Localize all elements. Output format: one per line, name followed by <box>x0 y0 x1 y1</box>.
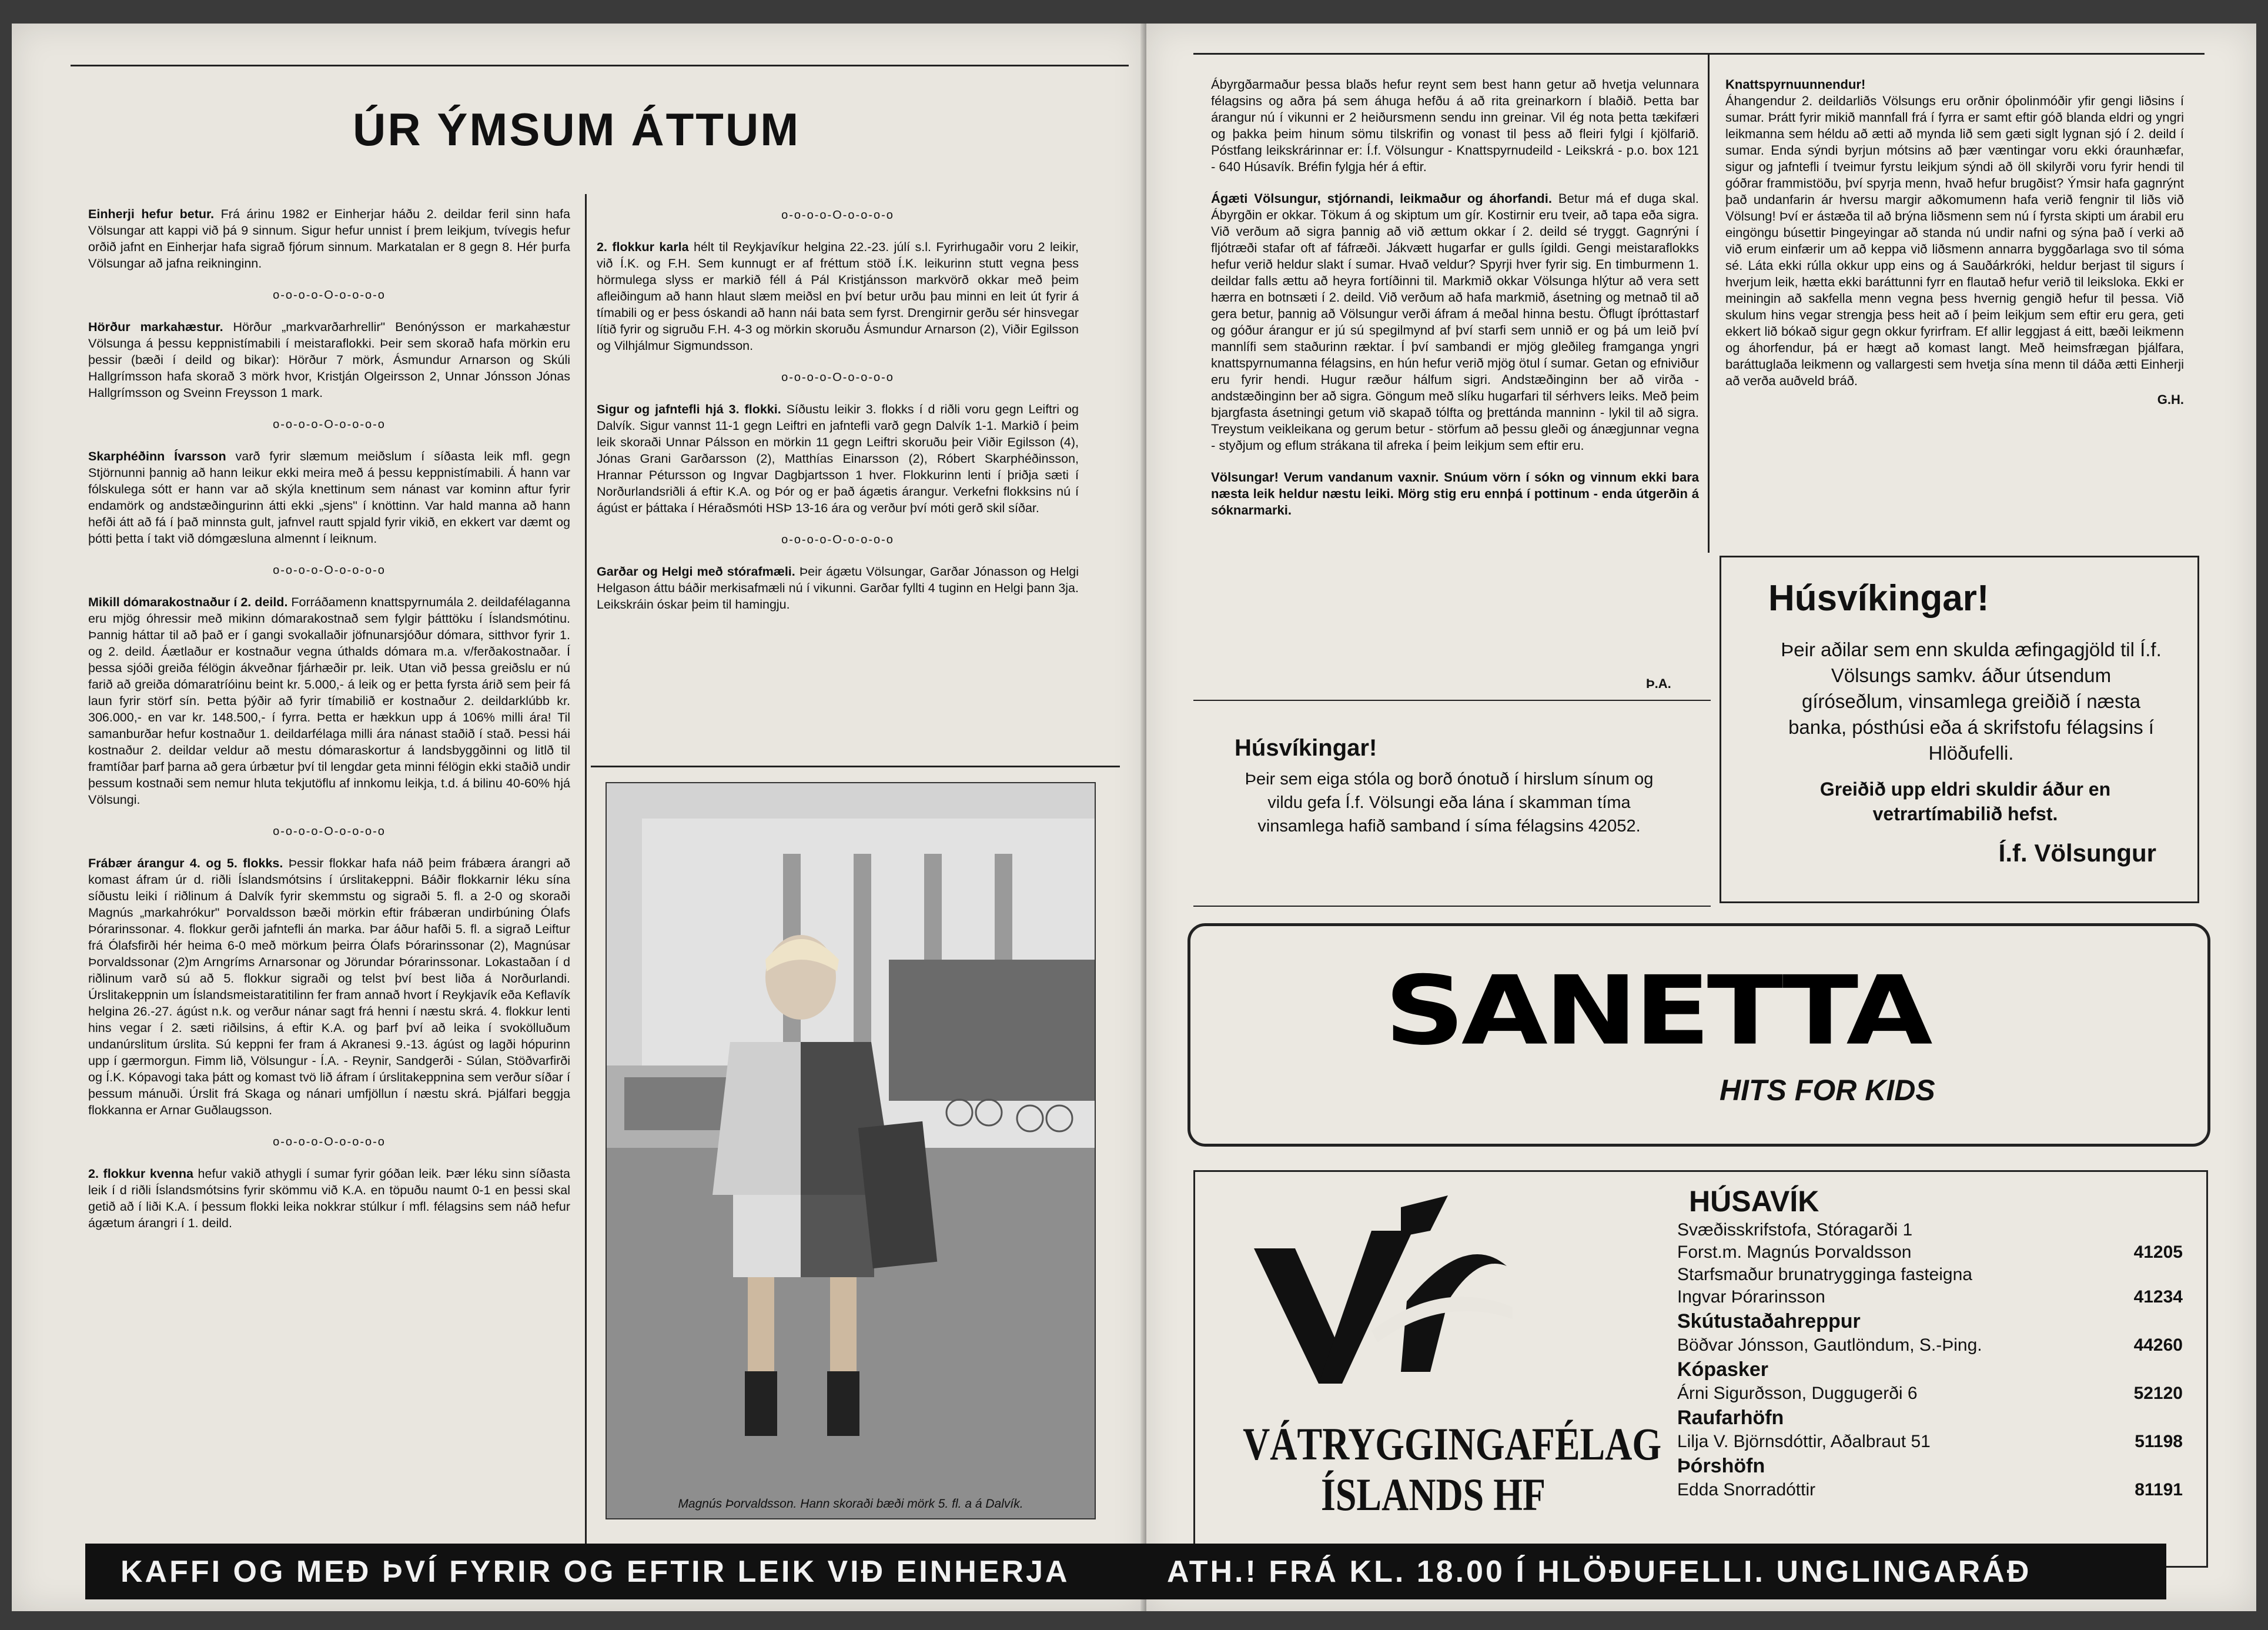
vis-contact-row <box>1677 1334 2183 1357</box>
vis-contact-name: Ingvar Þórarinsson <box>1677 1287 1825 1307</box>
article-body: Betur má ef duga skal. Ábyrgðin er okkar. Tökum á og skiptum um gír. Kostirnir eru tveir, að tapa eða sigra. Við verðum að sigra þannig að við ættum okkar í 2. deild sé tryggt. Gagnrýni í fljótræði stafar oft af fáfræði. Jákvætt hugarfar er gulls ígildi. Gengi meistaraflokks hefur verið heldur slakt í sumar. Hvað veldur? Spyrji hver fyrir sig. En timburmenn 1. deildar falls ættu að heyra fortíðinni til. Markmið okkar Völsunga hlýtur að vera sett hærra en botnsæti í 2. deild. Við verðum að hafa markmið, ásetning og metnað til að gera betur, þannig að Völsungur verði áfram á meðal hinna bestu. Öflugt íþróttastarf og góður árangur er jú sú spegilmynd af því starfi sem unnið er og þá um leið því mannlífi sem staðurinn ræktar. Í því sambandi er mjög gleðileg framganga yngri knattspyrnumanna félagsins, en hún hefur verið mjög ötul í sumar. Getan og efniviður eru fyrir hendi. Hugur ræður hálfum sigri. Andstæðinginn ber að virða - andstæðinginn ber að sigra. Göngum með slíku hugarfari til sérhvers leiks. Með þeim bjargfasta ásetningi getum við skapað tólfta og þrettánda manninn - lykil til að sigra. Treystum veikleikana og gerum betur - störfum að þessu gleði og ánægjunnar vegna - styðjum og eflum strákana til afreka í þeim leikjum sem eftir eru. <box>1211 191 1700 453</box>
vis-contact-name: Svæðisskrifstofa, Stóragarði 1 <box>1677 1220 1913 1240</box>
ad-fees-bold: Greiðið upp eldri skuldir áður en vetrartímabilið hefst. <box>1819 779 2111 824</box>
article-paragraph <box>597 239 1079 354</box>
ad-chairs-body: Þeir sem eiga stóla og borð ónotuð í hirslum sínum og vildu gefa Í.f. Völsungi eða lána í skamman tíma vinsamlega hafið samband í síma félagsins 42052. <box>1245 770 1654 836</box>
left-column-1 <box>88 206 570 1247</box>
left-column-2 <box>597 194 1079 628</box>
article-body: Ábyrgðarmaður þessa blaðs hefur reynt sem best hann getur að hvetja velunnara félagsins og aðra þá sem áhuga hefðu á að rita greinarkorn í blaðið. Þetta bar árangur nú í vikunni er 2 heiðursmenn sendu inn greinar. Vil ég nota þetta tækifæri og þakka þeim hinum sömu tilskrifin og vonast til þess að fleiri fylgi í kjölfarið. Póstfang leikskrárinnar er: Í.f. Völsungur - Knattspyrnudeild - Leikskrá - p.o. box 121 - 640 Húsavík. Bréfin fylgja hér á eftir. <box>1211 77 1699 174</box>
vis-contact-row <box>1677 1264 2183 1286</box>
vis-logo-icon <box>1254 1195 1513 1395</box>
col1-end-rule <box>1193 700 1711 701</box>
article-body: Þeir ágætu Völsungar, Garðar Jónasson og Helgi Helgason áttu báðir merkisafmæli nú í vikunni. Garðar fyllti 4 tuginn en Helgi þann 3ja. Leikskráin óskar þeim til hamingju. <box>597 565 1079 612</box>
article-body: hefur vakið athygli í sumar fyrir góðan leik. Þær léku sinn síðasta leik í d riðli Íslandsmótsins fyrir skömmu við K.A. en töpuðu naumt 0-1 en þessi skal getið að í liði K.A. í þessum flokki leika nokkrar stúlkur í mfl. félagsins sem náð hefur ágætum árangri í 1. deild. <box>88 1167 571 1230</box>
article-body: hélt til Reykjavíkur helgina 22.-23. júlí s.l. Fyrirhugaðir voru 2 leikir, við Í.K. og F.H. Sem kunnugt er af fréttum stöð Í.K. leikurinn stutt vegna þess hörmulega slyss er markið féll á Pál Kristjánsson markvörð okkar með þeim afleiðingum að hann hlaut slæm meiðsl en því betur urðu þau minni en leit út fyrir á tímabili og er þess óskandi að hann nái bata sem fyrst. Drengirnir gerðu sér hinsvegar lítið fyrir og sigruðu F.H. 4-3 og mörkin skoruðu Ásmundur Arnarson (2), Viðir Egilsson og Vilhjálmur Sigmundsson. <box>597 240 1079 353</box>
section-separator: o-o-o-o-O-o-o-o-o <box>273 564 386 577</box>
article-paragraph <box>1211 76 1699 175</box>
left-page <box>12 24 1146 1611</box>
vis-contact-phone: 51198 <box>2135 1432 2183 1451</box>
vis-location-heading: Skútustaðahreppur <box>1677 1310 1861 1332</box>
article-heading: Ágæti Völsungur, stjórnandi, leikmaður og áhorfandi. <box>1211 191 1552 206</box>
ad-fees-title: Húsvíkingar! <box>1768 578 1989 619</box>
vis-contact-phone: 41234 <box>2133 1287 2183 1307</box>
article-body: Forráðamenn knattspyrnumála 2. deildafélaganna eru mjög óhressir með mikinn dómarakostnað sem fylgir þátttöku í Íslandsmótinu. Þannig háttar til að það er í gangi svokallaðir jöfnunarsjóður dómara, sitthvor fyrir 1. og 2. deild. Áætlaður er kostnaður vegna úthalds dómara m.a. v/ferðakostnaðar. Í þessa sjóði greiða félögin ákveðnar fjárhæðir pr. leik. Utan við þessa greiðslu er nú farið að greiða dómaratríóinu beint kr. 5.000,- á leik og er þetta fyrsta árið sem þeir fá laun fyrir störf sín. Þetta þýðir að fyrir tímabilið er kostnaður 2. deildarklúbb kr. 306.000,- en var kr. 148.500,- í fyrra. Þetta er hækkun upp á 106% milli ára! Til samanburðar hefur kostnaður 1. deildarfélaga milli ára nánast staðið í stað. Þessi hái kostnaður 2. deildar veldur að mestu dómaraskortur á landsbyggðinni og litlð til framtíðar þarf þarna að gera úrbætur því til lengdar geta minni félögin ekki staðið undir þessum kostnaði sem nemur hluta tekjutöflu af innkomu leikja, t.d. á bilinu 40-60% hjá Völsungi. <box>88 595 571 807</box>
article-paragraph <box>88 448 570 547</box>
section-separator: o-o-o-o-O-o-o-o-o <box>273 418 386 431</box>
vis-contact-phone: 81191 <box>2135 1480 2183 1499</box>
photo-illustration <box>607 783 1095 1518</box>
vis-contact-phone: 41205 <box>2133 1242 2183 1262</box>
vis-contact-row <box>1677 1241 2183 1264</box>
section-separator: o-o-o-o-O-o-o-o-o <box>781 533 894 546</box>
article-paragraph <box>88 206 570 272</box>
vis-name-line1: VÁTRYGGINGAFÉLAG <box>1243 1418 1662 1469</box>
vis-company-name <box>1243 1418 1662 1520</box>
vis-rows <box>1677 1219 2183 1501</box>
signature-pa: Þ.A. <box>1646 676 1671 691</box>
column-divider <box>585 194 587 1547</box>
ad-fees-body: Þeir aðilar sem enn skulda æfingagjöld til Í.f. Völsungs samkv. áður útsendum gíróseðlum, vinsamlega greiðið í næsta banka, pósthúsi eða á skrifstofu félagsins í Hlöðufelli. <box>1781 639 2162 764</box>
vis-contact-name: Edda Snorradóttir <box>1677 1480 1816 1499</box>
vis-contact-name: Forst.m. Magnús Þorvaldsson <box>1677 1242 1912 1262</box>
section-separator: o-o-o-o-O-o-o-o-o <box>273 289 386 302</box>
vis-name-line2: ÍSLANDS HF <box>1320 1469 1546 1520</box>
vis-contact-phone: 52120 <box>2133 1384 2183 1403</box>
article-body: Frá árinu 1982 er Einherjar háðu 2. deildar feril sinn hafa Völsungar att kappi við þá 9 sinnum. Sigur hefur unnist í þrem leikjum, tvívegis hefur orðið jafnt en Einherjar hafa sigrað fjórum sinnum. Markatalan er 8 gegn 8. Hér þurfa Völsungar að jafna reikninginn. <box>88 207 570 270</box>
article-heading: Skarphéðinn Ívarsson <box>88 449 226 463</box>
article-body: varð fyrir slæmum meiðslum í síðasta leik mfl. gegn Stjörnunni þannig að hann leikur ekki meira með á þessu keppnistímabili. Á hann var fólskulega sótt er hann var að skýla knettinum sem nánast var kominn aftur fyrir endamörk og andstæðingurinn átti ekki „sjens" í knöttinn. Var hald manna að hann hefði átt að fá í það minnsta gult, jafnvel rautt spjald fyrir vikið, en ekkert var dæmt og þótti þetta í takt við dómgæsluna almennt í leiknum. <box>88 449 570 546</box>
vis-contact-row <box>1677 1286 2183 1308</box>
photo-top-rule <box>591 766 1120 767</box>
vis-contact-row <box>1677 1431 2183 1453</box>
right-column-divider <box>1708 53 1710 553</box>
article-paragraph <box>1211 191 1699 454</box>
sanetta-logo: SANETTA <box>1384 956 1929 1066</box>
article-heading: Frábær árangur 4. og 5. flokks. <box>88 856 283 870</box>
vis-directory-title: HÚSAVÍK <box>1689 1185 1819 1218</box>
article-paragraph <box>1211 469 1699 519</box>
col2-body: Áhangendur 2. deildarliðs Völsungs eru orðnir óþolinmóðir yfir gengi liðsins í sumar. Þrátt fyrir mikið mannfall frá í fyrra er samt eftir góð blanda eldri og yngri leikmanna sem héldu að ætti að mynda lið sem gæti siglt lygnan sjó í 2. deild í sumar. Enda sýndi byrjun mótsins að þær væntingar voru ekki óraunhæfar, sigur og jafntefli í tveimur fyrstu leikjum sýndi að öll skilyrði voru fyrir hendi til góðrar frammistöðu, því spyrja menn, hvað hefur brugðist? Ýmsir hafa gagnrýnt það undanfarin ár hversu margir aðkomumenn hafa verið fengnir til liðs við Völsung! Því er ástæða til að brýna liðsmenn sem nú í fyrsta skipti um árabil eru eingöngu búsettir Þingeyingar að standa nú undir nafni og sýna það í verki að við erum einfærir um að keppa við liðsmenn annarra byggðarlaga svo til sóma sé. Láta ekki rúlla okkur upp eins og á Sauðárkróki, heldur berjast til sigurs í hverjum leik, hætta ekki baráttunni fyrr en flautað hefur verið til leiksloka. Ekki er meiningin að sakfella menn vegna þess hvernig gengið hefur til þessa. Við skulum hins vegar strengja þess heit að í þeim leikjum sem eftir eru gera, geti ekkert lið bókað sigur gegn okkur fyrirfram. Ef allir leggjast á eitt, bæði leikmenn og áhorfendur, þá er hægt að komast langt. Með heimsfrægan þjálfara, baráttuglaða leikmenn og vallargesti sem hvetja sína menn til dáða ætti Einherji að verða auðveld bráð. <box>1725 93 2184 388</box>
right-page <box>1146 24 2256 1611</box>
section-separator: o-o-o-o-O-o-o-o-o <box>781 371 894 384</box>
article-body: Þessir flokkar hafa náð þeim frábæra árangri að komast áfram úr d. riðli Íslandsmótsins í úrslitakeppni. Báðir flokkarnir léku sína síðustu leiki í riðlinum á Dalvík fyrir skemmstu og sigraði 5. fl. a 2-0 og skoraði Magnús „markahrókur" Þorvaldsson bæði mörkin eftir frábæran undirbúning Ólafs Þórarinssonar. 4. flokkur gerði jafntefli án marka. Þar áður hafði 5. fl. a sigrað Leiftur frá Ólafsfirði hér heima 6-0 með mörkum þeirra Ólafs Þórarinssonar (2), Magnúsar Þorvaldssonar (2)m Arngríms Arnarsonar og Jörundar Þórarinssonar. Lokastaðan í d riðlinum varð sú að 5. flokkur sigraði og telst því best liða á Norðurlandi. Úrslitakeppnin um Íslandsmeistaratitilinn fer fram annað hvort í Reykjavík eða Keflavík helgina 26.-27. ágúst n.k. og verður nánar sagt frá henni í næstu skrá. 4. flokkur lenti hins vegar í 2. sæti riðilsins, á eftir K.A. og þarf því að leika í svokölluðum undanúrslitum úrslita. Sú keppni fer fram á Akranesi 9.-13. ágúst og lagði hópurinn upp í gærmorgun. Fimm lið, Völsungur - Í.A. - Reynir, Sandgerði - Súlan, Stöðvarfirði og Í.K. Kópavogi taka þátt og komast tvö lið áfram í úrslitakeppnina sem verður síðar í þessum mánuði. Úrslit frá Skaga og nánari umfjöllun í næstu skrá. Þjálfari beggja flokkanna er Arnar Guðlaugsson. <box>88 856 570 1117</box>
vis-contact-phone: 44260 <box>2133 1335 2183 1355</box>
article-body: Hörður „markvarðarhrellir" Benónýsson er markahæstur Völsunga á þessu keppnistímabili í meistaraflokki. Þeir sem skorað hafa mörkin eru þessir (bæði í deild og bikar): Hörður 7 mörk, Ásmundur Arnarson og Skúli Hallgrímsson hafa skorað 3 mörk hvor, Kristján Olgeirsson 2, Unnar Jónsson Jónas Hallgrímsson og Sveinn Freysson 1 mark. <box>88 320 570 400</box>
ad1-bottom-rule <box>1193 906 1711 907</box>
ad-vis <box>1193 1170 2208 1568</box>
photo-caption: Magnús Þorvaldsson. Hann skoraði bæði mörk 5. fl. a á Dalvík. <box>678 1497 1023 1511</box>
vis-contact-row <box>1677 1382 2183 1405</box>
article-heading: 2. flokkur karla <box>597 240 689 254</box>
article-heading: Garðar og Helgi með stórafmæli. <box>597 565 795 579</box>
article-paragraph <box>88 319 570 401</box>
right-column-2 <box>1725 76 2184 408</box>
vis-contact-name: Árni Sigurðsson, Duggugerði 6 <box>1677 1384 1918 1403</box>
article-heading: Einherji hefur betur. <box>88 207 215 221</box>
vis-contact-row <box>1677 1479 2183 1501</box>
ad-sanetta <box>1187 923 2210 1147</box>
vis-contact-name: Böðvar Jónsson, Gautlöndum, S.-Þing. <box>1677 1335 1982 1355</box>
article-heading: Sigur og jafntefli hjá 3. flokki. <box>597 402 781 416</box>
ad-fees-signature: Í.f. Völsungur <box>1998 839 2156 867</box>
signature-gh: G.H. <box>2157 392 2184 407</box>
banner-left: KAFFI OG MEÐ ÞVÍ FYRIR OG EFTIR LEIK VIÐ EINHERJA <box>85 1544 1143 1599</box>
article-heading: 2. flokkur kvenna <box>88 1167 193 1181</box>
vis-contact-row <box>1677 1219 2183 1241</box>
vis-location-heading: Þórshöfn <box>1677 1455 1765 1477</box>
article-paragraph <box>597 563 1079 613</box>
article-paragraph <box>88 1165 570 1231</box>
article-heading: Hörður markahæstur. <box>88 320 223 334</box>
section-separator: o-o-o-o-O-o-o-o-o <box>273 825 386 838</box>
vis-contact-name: Lilja V. Björnsdóttir, Aðalbraut 51 <box>1677 1432 1931 1451</box>
top-rule-right <box>1193 53 2205 55</box>
article-paragraph <box>88 594 570 808</box>
article-paragraph <box>597 401 1079 516</box>
sanetta-tagline: HITS FOR KIDS <box>1720 1074 1935 1107</box>
right-column-1 <box>1211 76 1699 534</box>
vis-contact-name: Starfsmaður brunatrygginga fasteigna <box>1677 1265 1972 1284</box>
top-rule <box>71 65 1129 66</box>
banner-right: ATH.! FRÁ KL. 18.00 Í HLÖÐUFELLI. UNGLINGARÁÐ <box>1143 1544 2166 1599</box>
photo-player <box>606 782 1096 1519</box>
vis-location-heading: Kópasker <box>1677 1358 1768 1381</box>
vis-directory <box>1677 1184 2183 1501</box>
article-paragraph <box>88 855 570 1118</box>
ad-fees-box <box>1720 556 2199 903</box>
article-heading: Mikill dómarakostnaður í 2. deild. <box>88 595 288 609</box>
col2-heading: Knattspyrnuunnendur! <box>1725 77 1866 92</box>
ad-chairs <box>1205 735 1693 838</box>
ad-chairs-title: Húsvíkingar! <box>1235 735 1377 761</box>
article-body: Síðustu leikir 3. flokks í d riðli voru gegn Leiftri og Dalvík. Sigur vannst 11-1 gegn Leiftri en jafntefli varð gegn Dalvík 1-1. Markið í þeim leik skoraði Unnar Pálsson en mörkin 11 gegn Leiftri skoruðu þeir Viðir Egilsson (4), Jónas Grani Garðarsson (2), Matthías Einarsson (2), Róbert Skarphéðinsson, Hrannar Pétursson og Ingvar Dagbjartsson 1 hver. Flokkurinn lenti í þriðja sæti í Norðurlandsriðli á eftir K.A. og Þór og er það ágætis árangur. Verkefni flokksins nú í ágúst er þáttaka í Héraðsmóti HSÞ 13-16 ára og verður því móti gerð skil síðar. <box>597 402 1079 515</box>
article-heading: Völsungar! Verum vandanum vaxnir. Snúum vörn í sókn og vinnum ekki bara næsta leik heldur næstu leiki. Mörg stig eru ennþá í pottinum - enda útgerðin á sóknarmarki. <box>1211 470 1699 517</box>
page-title: ÚR ÝMSUM ÁTTUM <box>353 103 801 155</box>
section-separator: o-o-o-o-O-o-o-o-o <box>781 209 894 222</box>
vis-location-heading: Raufarhöfn <box>1677 1407 1784 1429</box>
section-separator: o-o-o-o-O-o-o-o-o <box>273 1135 386 1148</box>
